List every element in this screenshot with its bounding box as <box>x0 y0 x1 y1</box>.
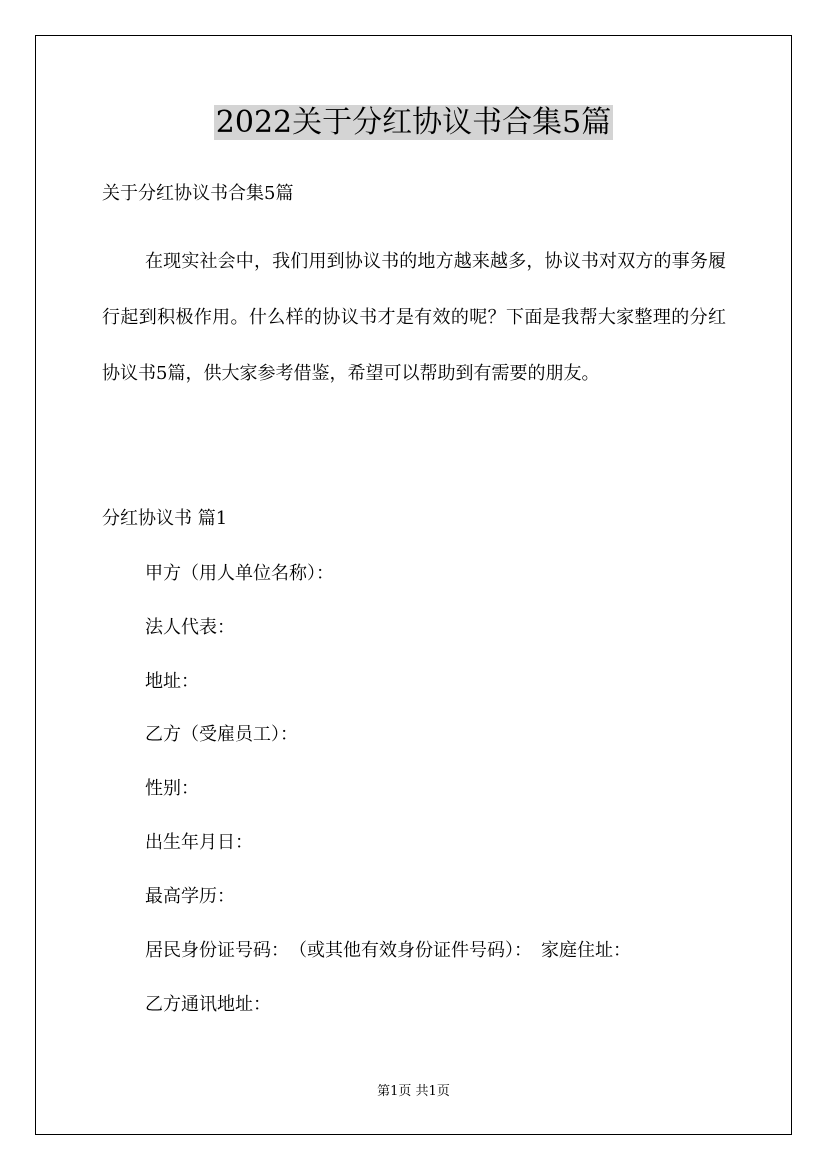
intro-paragraph: 在现实社会中，我们用到协议书的地方越来越多，协议书对双方的事务履行起到积极作用。什么样的协议书才是有效的呢？下面是我帮大家整理的分红协议书5篇，供大家参考借鉴，希望可以帮助到有需要的朋友。 <box>102 251 726 384</box>
document-title-text: 2022关于分红协议书合集5篇 <box>215 105 612 140</box>
field-address: 地址： <box>145 671 199 692</box>
field-party-b: 乙方（受雇员工）： <box>145 724 298 745</box>
field-id-number: 居民身份证号码： （或其他有效身份证件号码）： 家庭住址： <box>145 940 631 961</box>
document-title <box>0 102 827 144</box>
field-mailing-address: 乙方通讯地址： <box>145 994 271 1015</box>
field-legal-representative: 法人代表： <box>145 617 235 638</box>
document-subtitle: 关于分红协议书合集5篇 <box>102 183 294 204</box>
field-birth-date: 出生年月日： <box>145 832 253 853</box>
field-party-a: 甲方（用人单位名称）： <box>145 563 334 584</box>
page-footer: 第1页 共1页 <box>377 1084 450 1099</box>
field-gender: 性别： <box>145 778 199 799</box>
field-education: 最高学历： <box>145 886 235 907</box>
section-heading: 分红协议书 篇1 <box>102 508 228 529</box>
